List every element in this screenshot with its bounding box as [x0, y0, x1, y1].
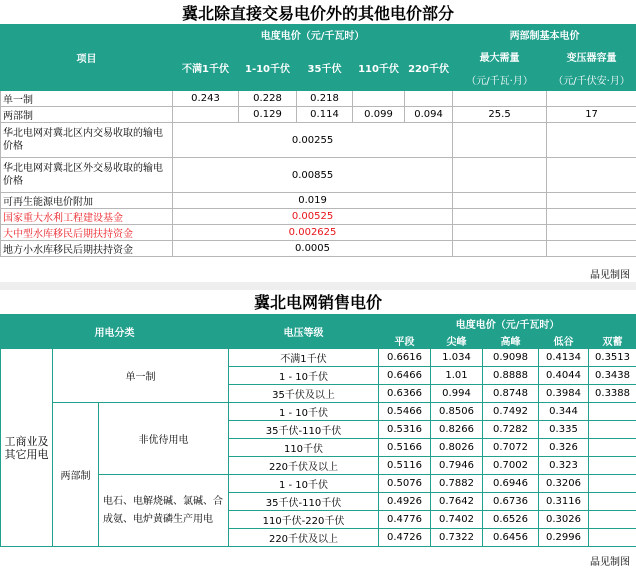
cell: 0.4776 [379, 511, 431, 529]
col-header: 平段 [379, 332, 431, 349]
basic-price-header: 两部制基本电价 [453, 25, 636, 45]
cell: 0.218 [297, 91, 353, 107]
cell: 0.5316 [379, 421, 431, 439]
cell [589, 493, 636, 511]
cell: 0.3388 [589, 385, 636, 403]
cell: 0.8266 [431, 421, 483, 439]
cell: 0.6946 [483, 475, 539, 493]
table-row [1, 193, 636, 209]
cell: 0.3984 [539, 385, 589, 403]
voltage-cell: 110千伏 [229, 439, 379, 457]
table-row [1, 349, 636, 367]
cell: 0.7002 [483, 457, 539, 475]
credit-label: 晶见制图 [590, 270, 630, 281]
voltage-cell: 35千伏-110千伏 [229, 493, 379, 511]
row-label: 可再生能源电价附加 [1, 193, 173, 209]
col-header: 不满1千伏 [173, 45, 239, 91]
table-row [1, 241, 636, 257]
cell [589, 475, 636, 493]
cell: 0.099 [353, 107, 405, 123]
cell: 0.7402 [431, 511, 483, 529]
section-divider [0, 282, 636, 290]
cell: 0.6366 [379, 385, 431, 403]
transformer-unit: （元/千伏安·月） [547, 69, 636, 91]
cell: 0.002625 [173, 225, 453, 241]
voltage-cell: 1 - 10千伏 [229, 403, 379, 421]
cell: 0.6466 [379, 367, 431, 385]
cell: 1.01 [431, 367, 483, 385]
cell: 0.994 [431, 385, 483, 403]
col-header: 220千伏 [405, 45, 453, 91]
cell: 0.323 [539, 457, 589, 475]
col-header: 低谷 [539, 332, 589, 349]
col-header: 110千伏 [353, 45, 405, 91]
energy-price-header: 电度电价（元/千瓦时） [379, 315, 636, 332]
col-header: 高峰 [483, 332, 539, 349]
cell: 0.3438 [589, 367, 636, 385]
cell: 0.8888 [483, 367, 539, 385]
cell: 0.7642 [431, 493, 483, 511]
col-header: 35千伏 [297, 45, 353, 91]
cell: 0.335 [539, 421, 589, 439]
cell: 0.3206 [539, 475, 589, 493]
cell: 0.8506 [431, 403, 483, 421]
cell: 0.4726 [379, 529, 431, 547]
cell [589, 457, 636, 475]
cell: 0.3026 [539, 511, 589, 529]
row-label: 地方小水库移民后期扶持资金 [1, 241, 173, 257]
cell [353, 91, 405, 107]
row-label: 大中型水库移民后期扶持资金 [1, 225, 173, 241]
cell: 0.114 [297, 107, 353, 123]
cell [453, 91, 547, 107]
voltage-cell: 35千伏及以上 [229, 385, 379, 403]
cell [547, 91, 636, 107]
max-demand-header: 最大需量 [453, 45, 547, 69]
cell: 0.7492 [483, 403, 539, 421]
cell: 0.6456 [483, 529, 539, 547]
cell: 1.034 [431, 349, 483, 367]
table-row [1, 91, 636, 107]
cell: 0.7882 [431, 475, 483, 493]
cell: 0.7282 [483, 421, 539, 439]
table-row [1, 209, 636, 225]
col-header: 双蓄 [589, 332, 636, 349]
cell: 0.7072 [483, 439, 539, 457]
cell: 0.7322 [431, 529, 483, 547]
non-pref-label: 非优待用电 [99, 403, 229, 475]
cell: 0.4044 [539, 367, 589, 385]
cell: 0.5466 [379, 403, 431, 421]
cell: 0.0005 [173, 241, 453, 257]
cell: 0.5166 [379, 439, 431, 457]
col-header: 尖峰 [431, 332, 483, 349]
cell: 0.019 [173, 193, 453, 209]
cell: 0.8026 [431, 439, 483, 457]
cell: 0.6616 [379, 349, 431, 367]
col-header: 1-10千伏 [239, 45, 297, 91]
cell: 17 [547, 107, 636, 123]
cell [589, 403, 636, 421]
cell: 0.094 [405, 107, 453, 123]
table-row [1, 158, 636, 193]
voltage-cell: 35千伏-110千伏 [229, 421, 379, 439]
cell: 0.7946 [431, 457, 483, 475]
row-label: 国家重大水利工程建设基金 [1, 209, 173, 225]
category-header: 用电分类 [1, 315, 229, 349]
other-price-table [0, 24, 636, 257]
cell: 0.4134 [539, 349, 589, 367]
cell: 0.8748 [483, 385, 539, 403]
cell: 0.00255 [173, 123, 453, 158]
energy-price-header: 电度电价（元/千瓦时） [173, 25, 453, 45]
cell: 0.3513 [589, 349, 636, 367]
cell: 0.228 [239, 91, 297, 107]
cell: 0.00855 [173, 158, 453, 193]
cell: 0.5116 [379, 457, 431, 475]
cell: 0.2996 [539, 529, 589, 547]
row-label: 两部制 [1, 107, 173, 123]
cell: 0.3116 [539, 493, 589, 511]
group-label: 工商业及其它用电 [1, 349, 53, 547]
cell: 25.5 [453, 107, 547, 123]
table-row [1, 123, 636, 158]
two-part-label: 两部制 [53, 403, 99, 547]
cell: 0.6736 [483, 493, 539, 511]
credit-label: 晶见制图 [590, 557, 630, 568]
row-label: 华北电网对冀北区内交易收取的输电价格 [1, 123, 173, 158]
transformer-header: 变压器容量 [547, 45, 636, 69]
voltage-header: 电压等级 [229, 315, 379, 349]
table-row [1, 403, 636, 421]
special-label: 电石、电解烧碱、氯碱、合成氨、电炉黄磷生产用电 [99, 475, 229, 547]
cell: 0.129 [239, 107, 297, 123]
voltage-cell: 不满1千伏 [229, 349, 379, 367]
cell: 0.5076 [379, 475, 431, 493]
voltage-cell: 1 - 10千伏 [229, 367, 379, 385]
max-demand-unit: （元/千瓦·月） [453, 69, 547, 91]
cell: 0.344 [539, 403, 589, 421]
cell [173, 107, 239, 123]
cell [589, 421, 636, 439]
table1-title: 冀北除直接交易电价外的其他电价部分 [181, 4, 454, 23]
cell [405, 91, 453, 107]
cell: 0.243 [173, 91, 239, 107]
cell [589, 529, 636, 547]
voltage-cell: 220千伏及以上 [229, 457, 379, 475]
cell: 0.4926 [379, 493, 431, 511]
cell: 0.00525 [173, 209, 453, 225]
cell [589, 511, 636, 529]
voltage-cell: 110千伏-220千伏 [229, 511, 379, 529]
cell: 0.9098 [483, 349, 539, 367]
cell [589, 439, 636, 457]
voltage-cell: 1 - 10千伏 [229, 475, 379, 493]
item-header: 项目 [1, 25, 173, 91]
voltage-cell: 220千伏及以上 [229, 529, 379, 547]
sales-price-table [0, 314, 636, 547]
table-row [1, 107, 636, 123]
table-row [1, 225, 636, 241]
cell: 0.6526 [483, 511, 539, 529]
row-label: 单一制 [1, 91, 173, 107]
row-label: 华北电网对冀北区外交易收取的输电价格 [1, 158, 173, 193]
cell: 0.326 [539, 439, 589, 457]
single-label: 单一制 [53, 349, 229, 403]
table2-title: 冀北电网销售电价 [253, 293, 382, 312]
